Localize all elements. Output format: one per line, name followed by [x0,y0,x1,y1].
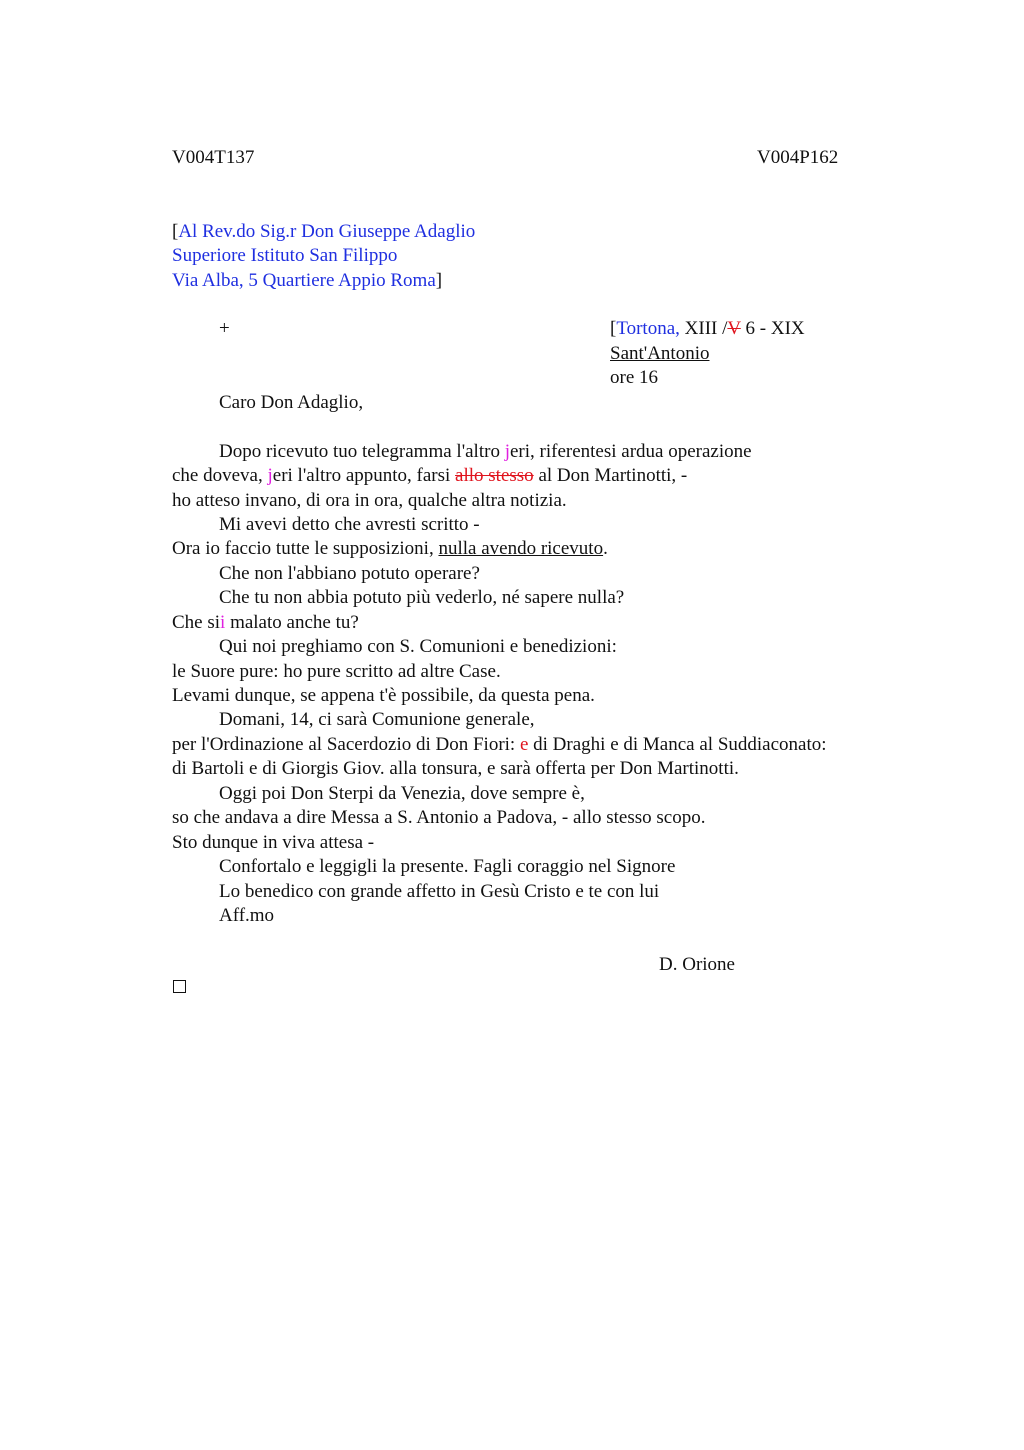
body-line: Ora io faccio tutte le supposizioni, nulla avendo ricevuto. [172,538,608,559]
body-line: Che non l'abbiano potuto operare? [219,563,480,584]
body-line: ho atteso invano, di ora in ora, qualche altra notizia. [172,490,567,511]
document-id-right: V004P162 [757,147,839,168]
bracket-close: ] [435,270,443,291]
body-line: Che tu non abbia potuto più vederlo, né sapere nulla? [219,587,625,608]
address-line-3 [172,269,442,293]
bracket-open: [ [610,318,617,339]
body-line: che doveva, jeri l'altro appunto, farsi allo stesso al Don Martinotti, - [172,465,688,486]
body-line: di Bartoli e di Giorgis Giov. alla tonsura, e sarà offerta per Don Martinotti. [172,758,739,779]
body-line: Dopo ricevuto tuo telegramma l'altro jeri, riferentesi ardua operazione [219,441,752,462]
body-line: le Suore pure: ho pure scritto ad altre Case. [172,661,501,682]
correction-mark: j [267,465,273,486]
end-marker-box [173,980,186,993]
body-line: Qui noi preghiamo con S. Comunioni e benedizioni: [219,636,617,657]
date-part: XIII / [679,318,728,339]
cross-symbol: + [219,318,230,339]
body-line: Mi avevi detto che avresti scritto - [219,514,480,535]
inserted-text: e [519,734,529,755]
correction-mark: j [504,441,510,462]
address-line-1 [172,220,475,244]
document-id-left: V004T137 [172,147,255,168]
body-line: Oggi poi Don Sterpi da Venezia, dove sempre è, [219,783,585,804]
date-part: 6 - XIX [740,318,805,339]
address-line-2: Superiore Istituto San Filippo [172,245,398,266]
underlined-text: nulla avendo ricevuto [438,538,604,559]
dateline-time: ore 16 [610,367,659,388]
dateline-saint: Sant'Antonio [610,343,710,364]
recipient-name: Al Rev.do Sig.r Don Giuseppe Adaglio [178,221,476,242]
salutation: Caro Don Adaglio, [219,392,364,413]
body-line: Che sii malato anche tu? [172,612,359,633]
struck-text: allo stesso [455,465,534,486]
signature: D. Orione [659,954,735,975]
correction-mark: i [220,612,226,633]
body-line: Domani, 14, ci sarà Comunione generale, [219,709,535,730]
closing: Aff.mo [219,905,275,926]
body-line: Confortalo e leggigli la presente. Fagli coraggio nel Signore [219,856,676,877]
struck-text: V [727,318,741,339]
body-line: so che andava a dire Messa a S. Antonio a Padova, - allo stesso scopo. [172,807,706,828]
street-address: Via Alba, 5 Quartiere Appio Roma [172,270,436,291]
body-line: Sto dunque in viva attesa - [172,832,375,853]
body-line: per l'Ordinazione al Sacerdozio di Don Fiori: e di Draghi e di Manca al Suddiaconato: [172,734,827,755]
body-line: Lo benedico con grande affetto in Gesù Cristo e te con lui [219,881,660,902]
dateline-date [610,317,805,341]
body-line: Levami dunque, se appena t'è possibile, da questa pena. [172,685,595,706]
place-name: Tortona, [616,318,680,339]
bracket-open: [ [172,221,179,242]
